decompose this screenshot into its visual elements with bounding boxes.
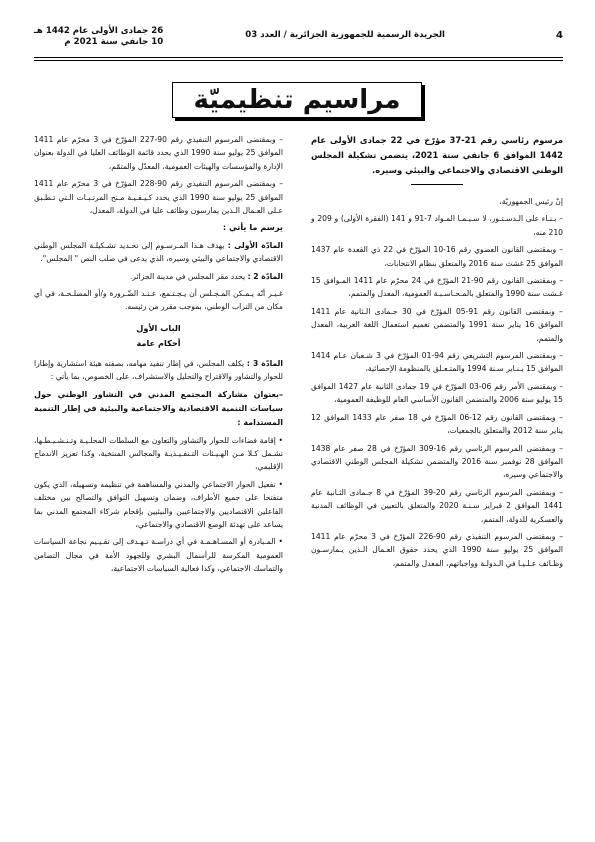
visa-paragraph: – وبمقتضى القانون رقم 91-05 المؤرّخ في 30 جـمادى الـثانية عام 1411 الموافق 16 يناير سنة 1991 والمتضمن تعميم استعمال اللغة العربية، المعدل والمتمم، (311, 306, 563, 343)
visa-paragraph: – وبمقتضى القانون رقم 90-21 المؤرّخ في 24 محرّم عام 1411 المـوافق 15 غـشت سنة 1990 والمتعلق بالمـحـاسـبـة العمومية، المعدل والمتمم، (311, 276, 563, 299)
bullet-item: • تفعيل الحوار الاجتماعي والمدني والمساهمة في تنظيمه وتسهيله، الذي يكون متفتحا على جميع الأطراف، وضمان وتسهيل التوافق والتصالح بين مختلف الفاعلين الاقتصاديين والاجتماعيين والبيئيين بإقحام شركاء المجتمع المدني بما يساعد على تهدئة الوضع الاقتصادي والاجتماعي، (34, 479, 283, 529)
visa-paragraph: – وبمقتضى القانون العضوي رقم 16-10 المؤرّخ في 22 ذي القعدة عام 1437 الموافق 25 غشت سنة 2016 والمتعلق بنظام الانتخابات، (311, 245, 564, 268)
visa-paragraph: – وبمقتضى المرسوم الرئاسي رقم 20-39 المؤرّخ في 8 جـمادى الثـانية عام 1441 الموافق 2 فبراير سـنـة 2020 والمتعلق بالتعيين في الوظائف المدنية والعسكرية للدولة، المتمم، (311, 487, 564, 524)
right-column (311, 133, 563, 574)
article-3-label: المادّة 3 : (246, 358, 283, 368)
visa-paragraph: – وبمقتضى المرسوم الرئاسي رقم 16-309 المؤرّخ في 28 صفر عام 1438 الموافق 28 نوفمبر سنة 2016 والمتضمن تشكيلة المجلس الوطني الاقتصادي والاجتماعي وسيره، (311, 443, 563, 480)
visa-paragraph: – بـنـاء على الـدسـتـور، لا سـيـمـا المـواد 7-91 و 141 (الفقرة الأولى) و 209 و 210 منه، (311, 214, 563, 237)
header-rule-bottom (34, 60, 563, 61)
article-1-label: المادّة الأولى : (227, 240, 283, 250)
bullet-item: • إقامة فضاءات للحوار والتشاور والتعاون مع السلطات المحلـيـة وتـنـشـيـطـها، تشـمل كـلا مـن الهـيـئات التـنفـيـذيـة والمجالس المنتخبة، وكذا تعزيز الاندماج الإقليمي، (34, 435, 283, 472)
hijri-date: 26 جمادى الأولى عام 1442 هـ (34, 26, 164, 36)
article-2-label: المادّة 2 : (247, 271, 283, 281)
article-3 (34, 357, 283, 384)
article-2 (34, 270, 283, 283)
bullet-item: • المـبادرة أو المسـاهـمـة في أي دراسـة تـهـدف إلى تقـيـيم نجاعة السياسات العمومية المكرسة للرأسمال البشري وللجهود الأمة في مجال التضامن والتماسك الاجتماعي، وكذا فعالية السياسات الاجتماعية، (34, 537, 283, 574)
page-header (34, 26, 563, 56)
visa-paragraph: – وبمقتضى المرسوم التنفيذي رقم 90-227 المؤرّخ في 3 محرّم عام 1411 الموافق 25 يوليو سنة 1990 الذي يحدد قائمة الوظائف العليا في الدولة بعنوان الإدارة والمؤسسات والهيئات العمومية، المعدّل والمتمّم، (34, 135, 283, 171)
left-column (34, 133, 283, 580)
header-rule-top (34, 57, 563, 58)
visa-paragraph: – وبمقتضى المرسوم التشريعي رقم 94-01 المؤرّخ في 3 شـعبان عـام 1414 الموافق 15 يـنـاير سـنة 1994 والمتـعـلق بالمنظومة الإحصائية، (311, 351, 563, 374)
journal-title: الجريدة الرسمية للجمهورية الجزائرية / العدد 03 (245, 30, 445, 40)
page-number: 4 (556, 30, 563, 41)
article-3-text: يكلف المجلس، في إطار تنفيذ مهامه، بصفته هيئة استشارية وإطارا للحوار والتشاور والاقتراح والتحليل والاستشراف، على الخصوص، بما يأتي : (34, 358, 283, 382)
title-separator (411, 184, 463, 185)
article-2-continued: غـيـر أنّه يـمـكن المـجـلس أن يـجـتـمع، عـنـد الضّـرورة و/أو المصلـحـة، في أي مكان من التراب الوطني، بموجب مقرر من رئيسه. (34, 289, 283, 312)
chapter-title: الباب الأول (136, 322, 181, 333)
article-1-text: يهدف هـذا المـرسـوم إلى تحـديد تشـكيلـة المجلس الوطني الاقتصادي والاجتماعي والبيئي وسيره، الذي يدعى في صلب النص " المجلس". (34, 240, 283, 264)
visa-paragraph: – وبمقتضى المرسوم التنفيذي رقم 90-228 المؤرّخ في 3 محرّم عام 1411 الموافق 25 يوليو سنة 1990 الذي يحدد كـيـفـيـة مـنح المرتـبـات الـتي تـطـبق عـلى العـمال الـذين يمارسون وظائف عليا في الدولة، المعدل، (34, 179, 283, 216)
decrees-label: يرسم ما يأتي : (222, 222, 283, 233)
visa-paragraph: – وبمقتضى الأمر رقم 06-03 المؤرّخ في 19 جمادى الثانية عام 1427 الموافق 15 يوليو سنة 2006 والمتضمن القانون الأساسي العام للوظيفة العمومية، (311, 381, 563, 405)
decree-title: مرسوم رئاسي رقم 21-37 مؤرّخ في 22 جمادى الأولى عام 1442 الموافق 6 جانفي سنة 2021، يتضمن تشكيلة المجلس الوطني الاقتصادي والاجتماعي والبيئي وسيره. (311, 135, 564, 175)
section-banner: مراسيم تنظيميّة (172, 82, 422, 118)
article-2-text: يحدد مقر المجلس في مدينة الجزائر. (129, 271, 246, 281)
visa-paragraph: – وبمقتضى المرسوم التنفيذي رقم 90-226 المؤرّخ في 3 محرّم عام 1411 الموافق 25 يوليو سنة 1990 الذي يحدد حقوق العـمال الـذين يـمارسـون وظـائف عـلـيـا في الـدولـة وواجباتهم، المعدل والمتمم، (311, 531, 563, 568)
issue-dates (34, 26, 163, 48)
visa-paragraph: – وبمقتضى القانون رقم 12-06 المؤرّخ في 18 صفر عام 1433 الموافق 12 يناير سنة 2012 والمتعلق بالجمعيات، (311, 412, 563, 436)
chapter-subtitle: أحكام عامة (136, 338, 181, 349)
opening-line: إنّ رئيس الجمهوريّة، (499, 197, 563, 206)
gregorian-date: 10 جانفي سنة 2021 م (64, 37, 164, 47)
mission-subheading: –بعنوان مشاركة المجتمع المدني في التشاور الوطني حول سياسات التنمية الاقتصادية والاجتماعية والبيئية في إطار التنمية المستدامة : (34, 389, 283, 427)
article-1 (34, 239, 283, 266)
